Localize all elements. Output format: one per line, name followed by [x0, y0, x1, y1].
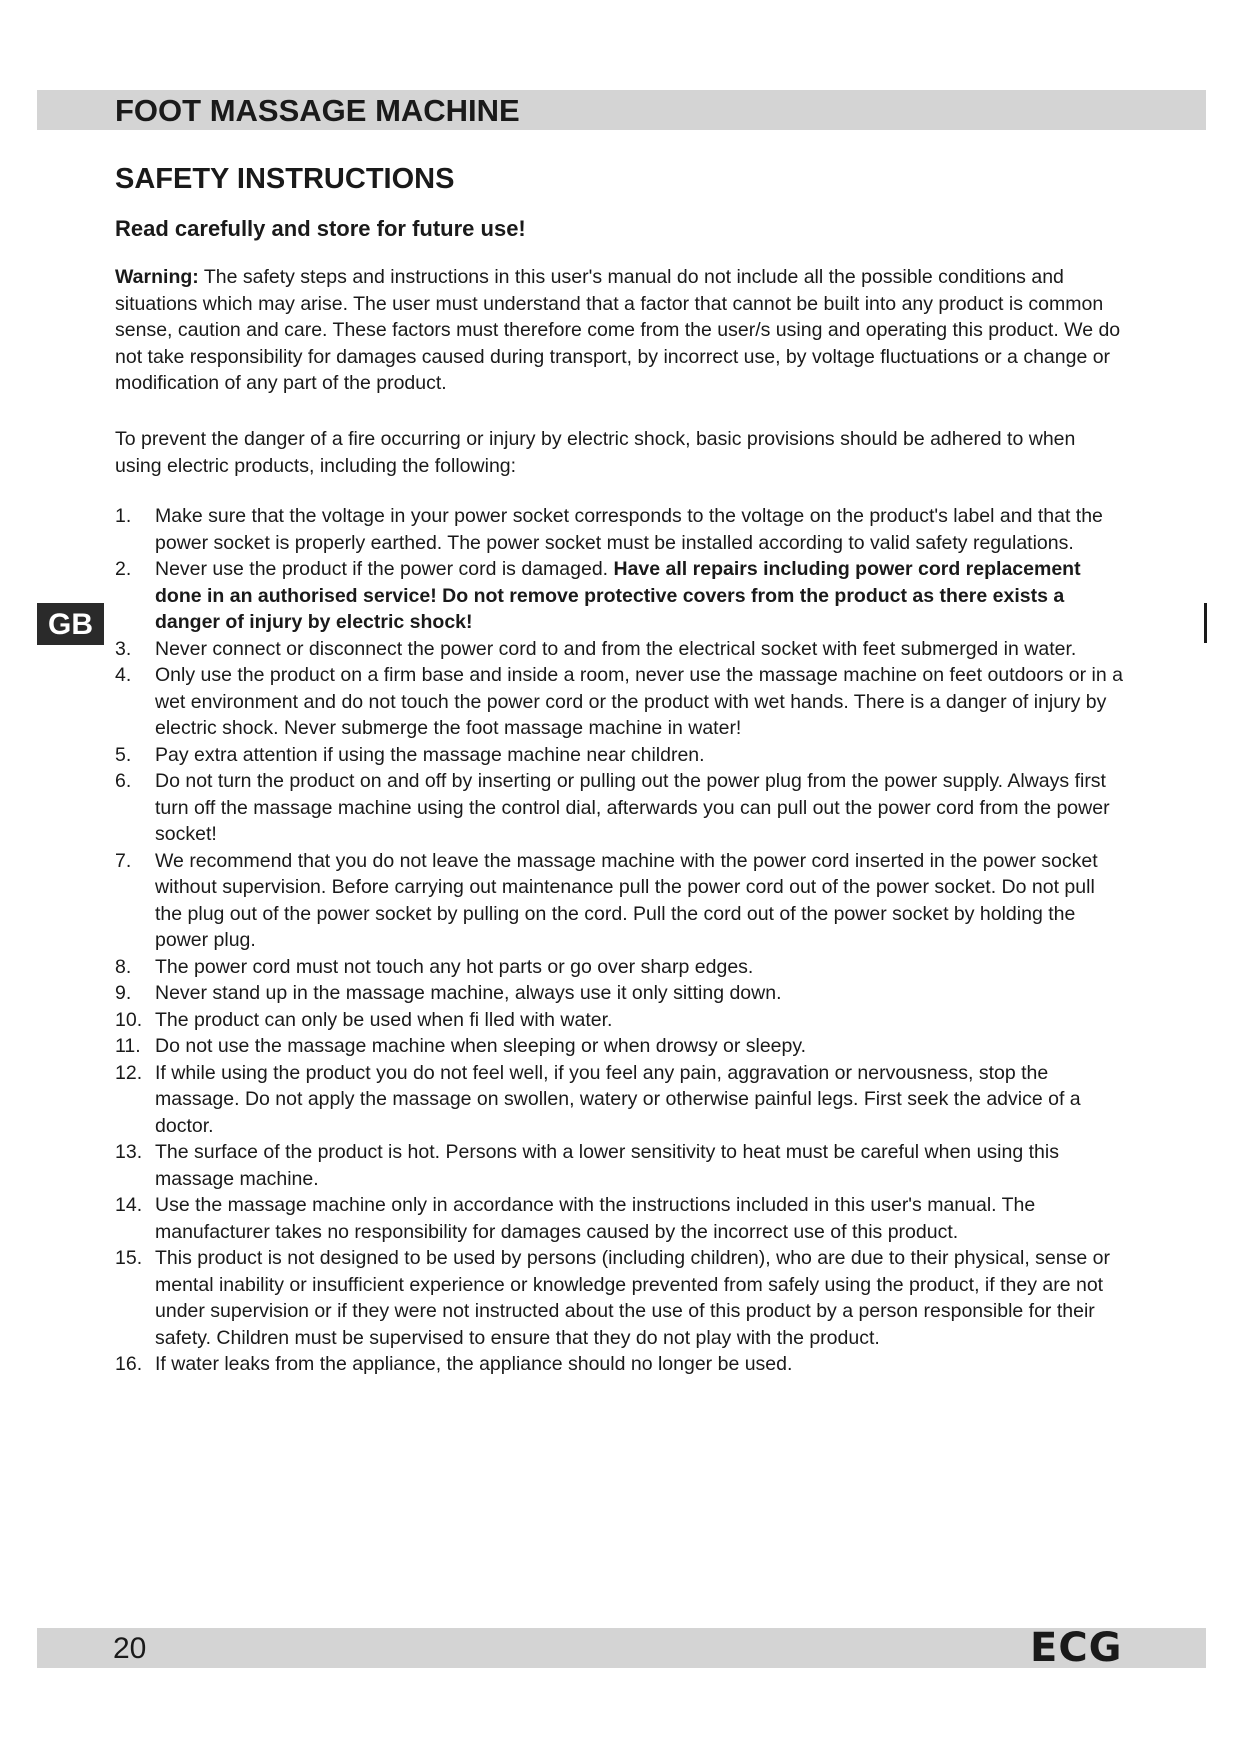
item-number: 3. — [115, 637, 132, 660]
list-item — [115, 1192, 1127, 1245]
item-number: 2. — [115, 558, 132, 580]
item-number: 1. — [115, 505, 132, 527]
list-item — [115, 503, 1127, 556]
item-text: The surface of the product is hot. Persons with a lower sensitivity to heat must be careful when using this massage machine. — [155, 1141, 1059, 1190]
item-number: 15. — [115, 1247, 143, 1269]
section-subtitle: Read carefully and store for future use! — [115, 216, 526, 241]
item-number: 11. — [115, 1035, 141, 1057]
list-item — [115, 1060, 1127, 1140]
item-text: Make sure that the voltage in your power socket corresponds to the voltage on the product's label and that the power socket is properly earthed. The power socket must be installed according to valid safety regulations. — [155, 505, 1103, 554]
item-number: 12. — [115, 1061, 143, 1084]
item-number: 5. — [115, 743, 132, 766]
item-text: Do not use the massage machine when sleeping or when drowsy or sleepy. — [155, 1035, 807, 1057]
list-item — [115, 742, 1127, 769]
intro-paragraph: To prevent the danger of a fire occurring or injury by electric shock, basic provisions should be adhered to when using electric products, including the following: — [115, 428, 1076, 477]
list-item — [115, 1245, 1127, 1351]
list-item — [115, 662, 1127, 742]
list-item — [115, 1351, 1127, 1378]
margin-marker — [1204, 603, 1207, 643]
list-item — [115, 954, 1127, 981]
item-text: Pay extra attention if using the massage machine near children. — [155, 743, 705, 766]
item-number: 9. — [115, 982, 132, 1004]
item-text: The product can only be used when fi lled with water. — [155, 1008, 613, 1031]
item-number: 14. — [115, 1194, 143, 1216]
list-item — [115, 1007, 1127, 1034]
item-text: Never stand up in the massage machine, always use it only sitting down. — [155, 982, 782, 1004]
list-item — [115, 1139, 1127, 1192]
item-text: Use the massage machine only in accordance with the instructions included in this user's manual. The manufacturer takes no responsibility for damages caused by the incorrect use of this product. — [155, 1194, 1036, 1243]
item-number: 13. — [115, 1141, 143, 1163]
list-item — [115, 768, 1127, 848]
item-text: Do not turn the product on and off by inserting or pulling out the power plug from the power supply. Always first turn off the massage machine using the control dial, afterwards you can pull out the power cord from the power socket! — [155, 770, 1110, 845]
item-bold-text: Have all repairs including power cord replacement done in an authorised service! Do not remove protective covers from the product as there exists a danger of injury by electric shock! — [155, 558, 1081, 633]
item-text: If while using the product you do not feel well, if you feel any pain, aggravation or nervousness, stop the massage. Do not apply the massage on swollen, watery or otherwise painful legs. First seek the advice of a doctor. — [155, 1061, 1081, 1137]
brand-logo: ECG — [1030, 1625, 1123, 1671]
item-number: 8. — [115, 955, 132, 978]
page-number: 20 — [113, 1632, 147, 1665]
item-number: 7. — [115, 849, 132, 872]
item-text: This product is not designed to be used by persons (including children), who are due to their physical, sense or mental inability or insufficient experience or knowledge prevented from safely using the product, if they are not under supervision or if they were not instructed about the use of this product by a person responsible for their safety. Children must be supervised to ensure that they do not play with the product. — [155, 1247, 1110, 1349]
warning-paragraph — [115, 264, 1127, 397]
item-text: If water leaks from the appliance, the appliance should no longer be used. — [155, 1353, 793, 1375]
safety-instruction-list — [115, 503, 1127, 1378]
item-text: Never use the product if the power cord is damaged. — [155, 558, 614, 580]
warning-text: The safety steps and instructions in this user's manual do not include all the possible conditions and situations which may arise. The user must understand that a factor that cannot be built into any product is common sense, caution and care. These factors must therefore come from the user/s using and operating this product. We do not take responsibility for damages caused during transport, by incorrect use, by voltage fluctuations or a change or modification of any part of the product. — [115, 266, 1121, 394]
section-title: SAFETY INSTRUCTIONS — [115, 163, 455, 195]
list-item — [115, 1033, 1127, 1060]
item-number: 10. — [115, 1008, 143, 1031]
item-number: 16. — [115, 1353, 143, 1375]
list-item — [115, 636, 1127, 663]
item-text: Only use the product on a firm base and inside a room, never use the massage machine on feet outdoors or in a wet environment and do not touch the power cord or the product with wet hands. There is a danger of injury by electric shock. Never submerge the foot massage machine in water! — [155, 664, 1123, 739]
language-tab: GB — [37, 603, 104, 645]
document-title: FOOT MASSAGE MACHINE — [115, 93, 520, 128]
warning-label: Warning: — [115, 266, 199, 288]
item-number: 6. — [115, 770, 132, 792]
item-text: The power cord must not touch any hot parts or go over sharp edges. — [155, 955, 754, 978]
item-text: Never connect or disconnect the power cord to and from the electrical socket with feet submerged in water. — [155, 637, 1077, 660]
list-item — [115, 556, 1127, 636]
list-item — [115, 980, 1127, 1007]
item-text: We recommend that you do not leave the massage machine with the power cord inserted in the power socket without supervision. Before carrying out maintenance pull the power cord out of the power socket. Do not pull the plug out of the power socket by pulling on the cord. Pull the cord out of the power socket by holding the power plug. — [155, 849, 1098, 951]
item-number: 4. — [115, 664, 132, 686]
list-item — [115, 848, 1127, 954]
